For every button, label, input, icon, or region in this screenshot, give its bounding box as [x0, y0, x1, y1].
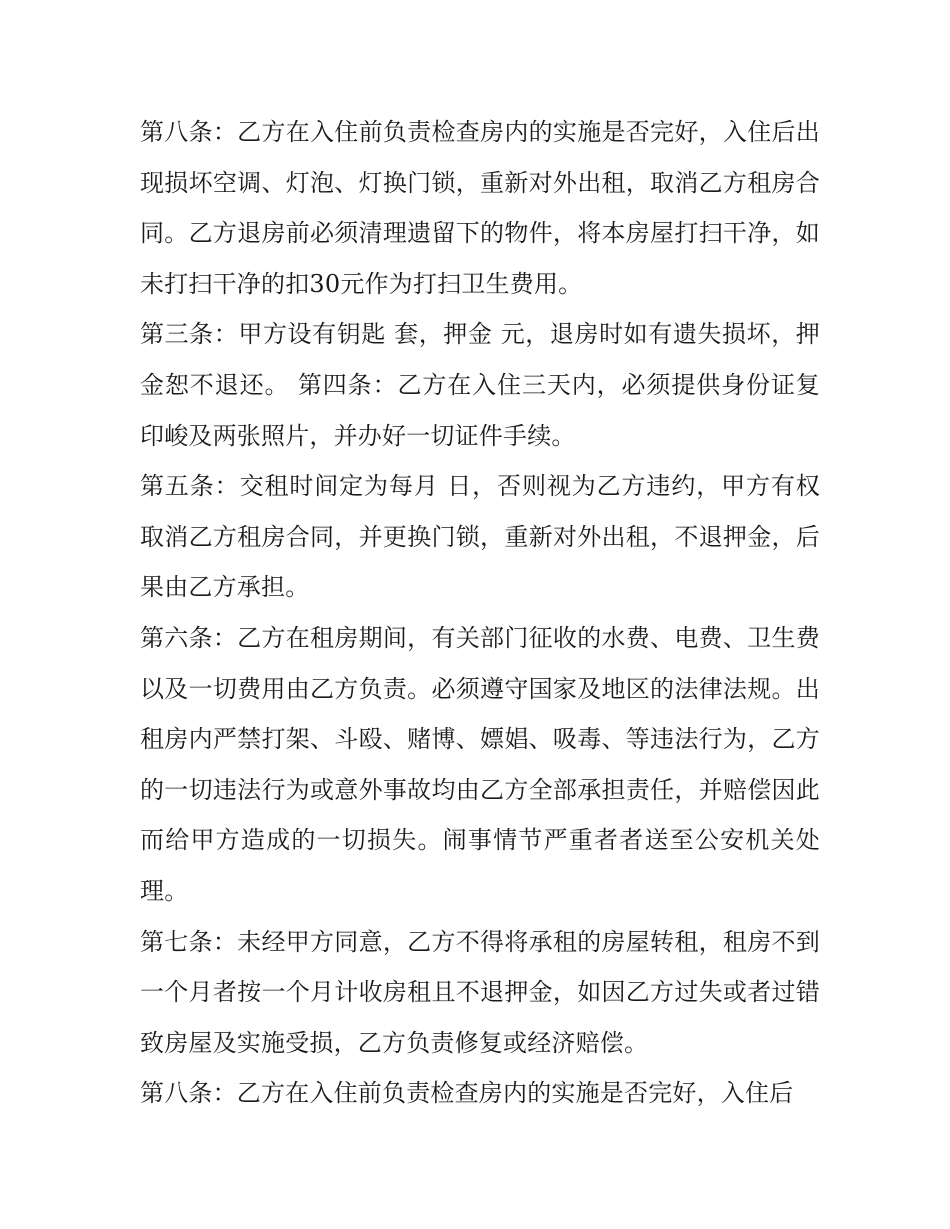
clause-five-paragraph: 第五条：交租时间定为每月 日，否则视为乙方违约，甲方有权取消乙方租房合同，并更换门锁，重新对外出租，不退押金，后果由乙方承担。 — [140, 472, 820, 602]
clause-eight-paragraph: 第八条：乙方在入住前负责检查房内的实施是否完好，入住后出现损坏空调、灯泡、灯换门锁，重新对外出租，取消乙方租房合同。乙方退房前必须清理遗留下的物件，将本房屋打扫干净，如未打扫干净的扣30元作为打扫卫生费用。 — [140, 118, 820, 298]
clause-three-four-paragraph: 第三条：甲方设有钥匙 套，押金 元，退房时如有遗失损坏，押金恕不退还。 第四条：乙方在入住三天内，必须提供身份证复印峻及两张照片，并办好一切证件手续。 — [140, 320, 820, 450]
clause-six-paragraph: 第六条：乙方在租房期间，有关部门征收的水费、电费、卫生费以及一切费用由乙方负责。必须遵守国家及地区的法律法规。出租房内严禁打架、斗殴、赌博、嫖娼、吸毒、等违法行为，乙方的一切违法行为或意外事故均由乙方全部承担责任，并赔偿因此而给甲方造成的一切损失。闹事情节严重者者送至公安机关处理。 — [140, 623, 820, 905]
clause-eight-repeat-paragraph: 第八条：乙方在入住前负责检查房内的实施是否完好，入住后 — [140, 1079, 794, 1108]
document-body — [140, 107, 820, 1119]
clause-seven-paragraph: 第七条：未经甲方同意，乙方不得将承租的房屋转租，租房不到一个月者按一个月计收房租且不退押金，如因乙方过失或者过错致房屋及实施受损，乙方负责修复或经济赔偿。 — [140, 927, 820, 1057]
